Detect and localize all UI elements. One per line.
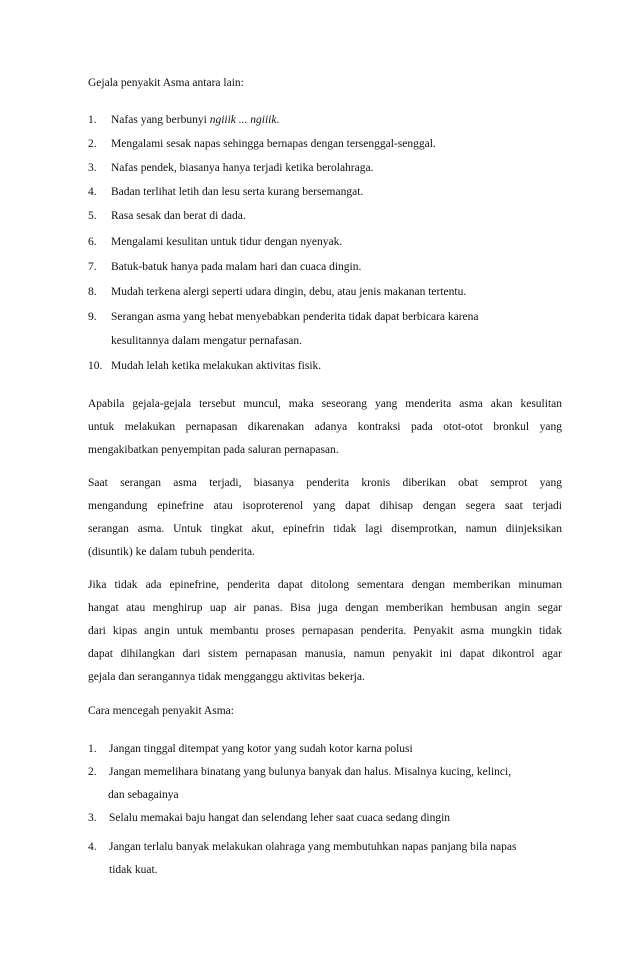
paragraph-line: serangan asma. Untuk tingkat akut, epinefrin tidak lagi disemprotkan, namun diinjeksikan — [88, 523, 562, 535]
item-text-italic: ngiiik ... ngiiik — [209, 114, 277, 126]
symptoms-heading: Gejala penyakit Asma antara lain: — [88, 77, 244, 89]
paragraph-line: Jika tidak ada epinefrine, penderita dapat ditolong sementara dengan memberikan minuman — [88, 579, 562, 591]
item-text: Jangan memelihara binatang yang bulunya banyak dan halus. Misalnya kucing, kelinci, — [109, 766, 512, 778]
paragraph-line: (disuntik) ke dalam tubuh penderita. — [88, 546, 256, 558]
item-number: 2. — [88, 138, 97, 150]
paragraph-line: untuk melakukan pernapasan dikarenakan adanya kontraksi pada otot-otot bronkul yang — [88, 421, 562, 433]
item-number: 3. — [88, 162, 97, 174]
item-text: Jangan terlalu banyak melakukan olahraga yang membutuhkan napas panjang bila napas — [109, 841, 517, 853]
item-number: 8. — [88, 286, 97, 298]
item-number: 7. — [88, 261, 97, 273]
item-text: Mengalami sesak napas sehingga bernapas dengan tersenggal-senggal. — [111, 138, 436, 150]
paragraph-line: dari kipas angin untuk membantu proses pernapasan penderita. Penyakit asma mungkin tidak — [88, 625, 562, 637]
item-number: 5. — [88, 210, 97, 222]
item-text: Badan terlihat letih dan lesu serta kurang bersemangat. — [111, 186, 364, 198]
paragraph-line: Saat serangan asma terjadi, biasanya penderita kronis diberikan obat semprot yang — [88, 477, 562, 489]
item-number: 1. — [88, 743, 97, 755]
item-number: 3. — [88, 812, 97, 824]
item-text: Jangan tinggal ditempat yang kotor yang sudah kotor karna polusi — [109, 743, 413, 755]
prevention-heading: Cara mencegah penyakit Asma: — [88, 705, 234, 717]
item-text: Batuk-batuk hanya pada malam hari dan cuaca dingin. — [111, 261, 362, 273]
item-text — [111, 113, 279, 127]
paragraph-line: mengandung epinefrine atau isoproterenol yang dapat dihisap dengan segera saat terjadi — [88, 500, 562, 512]
item-text: kesulitannya dalam mengatur pernafasan. — [111, 335, 302, 347]
item-text-tail: . — [276, 114, 280, 126]
item-text: Mengalami kesulitan untuk tidur dengan nyenyak. — [111, 236, 343, 248]
paragraph-line: mengakibatkan penyempitan pada saluran pernapasan. — [88, 444, 339, 456]
item-text-main: Nafas yang berbunyi — [111, 114, 210, 126]
paragraph-line: Apabila gejala-gejala tersebut muncul, maka seseorang yang menderita asma akan kesulitan — [88, 398, 562, 410]
item-text: tidak kuat. — [109, 864, 158, 876]
item-number: 10. — [88, 360, 103, 372]
item-text: Mudah lelah ketika melakukan aktivitas fisik. — [111, 360, 322, 372]
paragraph-line: gejala dan serangannya tidak mengganggu aktivitas bekerja. — [88, 671, 365, 683]
item-text: Serangan asma yang hebat menyebabkan penderita tidak dapat berbicara karena — [111, 311, 479, 323]
item-number: 6. — [88, 236, 97, 248]
item-text: Nafas pendek, biasanya hanya terjadi ketika berolahraga. — [111, 162, 374, 174]
item-text: Rasa sesak dan berat di dada. — [111, 210, 246, 222]
item-number: 1. — [88, 114, 97, 126]
item-text: Selalu memakai baju hangat dan selendang leher saat cuaca sedang dingin — [109, 812, 451, 824]
paragraph-line: hangat atau menghirup uap air panas. Bisa juga dengan memberikan hembusan angin segar — [88, 602, 562, 614]
item-number: 4. — [88, 841, 97, 853]
item-number: 2. — [88, 766, 97, 778]
item-text: dan sebagainya — [108, 789, 179, 801]
item-number: 9. — [88, 311, 97, 323]
paragraph-line: dapat dihilangkan dari sistem pernapasan manusia, namun penyakit ini dapat dikontrol agar — [88, 648, 562, 660]
item-number: 4. — [88, 186, 97, 198]
item-text: Mudah terkena alergi seperti udara dingin, debu, atau jenis makanan tertentu. — [111, 286, 467, 298]
